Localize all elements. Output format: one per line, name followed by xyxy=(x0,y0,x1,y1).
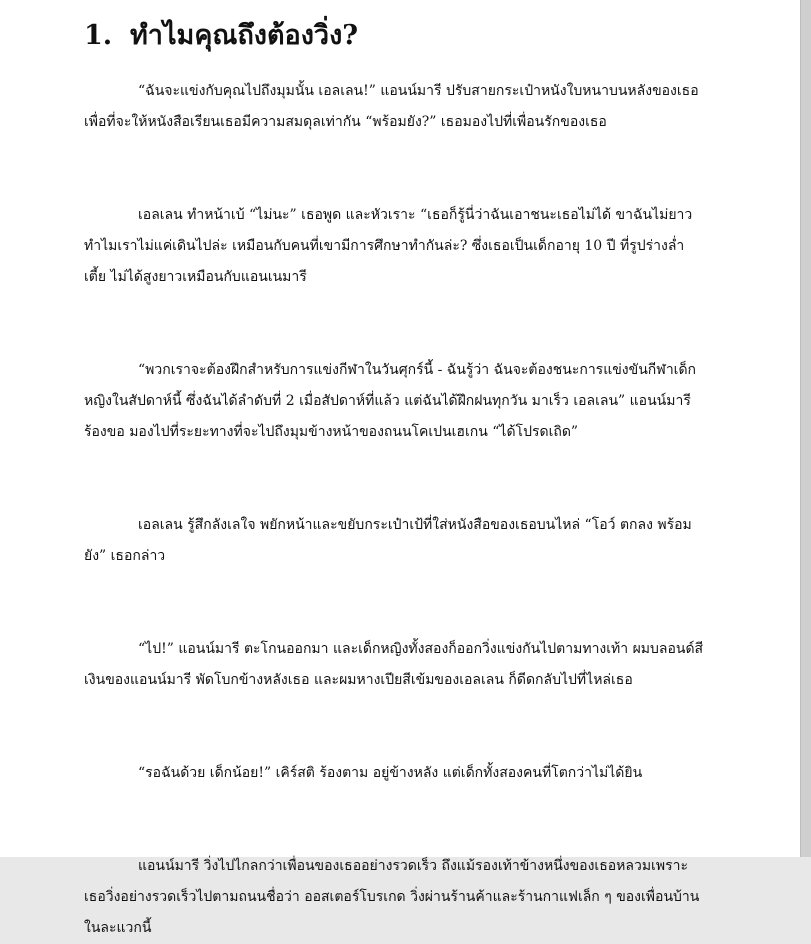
paragraph: “รอฉันด้วย เด็กน้อย!” เคิร์สติ ร้องตาม อยู่ข้างหลัง แต่เด็กทั้งสองคนที่โตกว่าไม่ได้ยิน xyxy=(138,765,643,781)
paragraph: “พวกเราจะต้องฝึกสำหรับการแข่งกีฬาในวันศุกร์นี้ - ฉันรู้ว่า ฉันจะต้องชนะการแข่งขันกีฬาเด็กหญิงในสัปดาห์นี้ ซึ่งฉันได้ลำดับที่ 2 เมื่อสัปดาห์ที่แล้ว แต่ฉันได้ฝึกฝนทุกวัน มาเร็ว เอลเลน” แอนน์มารี ร้องขอ มองไปที่ระยะทางที่จะไปถึงมุมข้างหน้าของถนนโคเปนเฮเกน “ได้โปรดเถิด” xyxy=(84,362,697,440)
page-edge xyxy=(800,0,811,857)
paragraph: “ฉันจะแข่งกับคุณไปถึงมุมนั้น เอลเลน!” แอนน์มารี ปรับสายกระเป๋าหนังใบหนาบนหลังของเธอเพื่อที่จะให้หนังสือเรียนเธอมีความสมดุลเท่ากัน “พร้อมยัง?” เธอมองไปที่เพื่อนรักของเธอ xyxy=(84,83,699,130)
paragraph: “ไป!” แอนน์มารี ตะโกนออกมา และเด็กหญิงทั้งสองก็ออกวิ่งแข่งกันไปตามทางเท้า ผมบลอนด์สีเงินของแอนน์มารี พัดโบกข้างหลังเธอ และผมหางเปียสีเข้มของเอลเลน ก็ดีดกลับไปที่ไหล่เธอ xyxy=(84,641,704,688)
paragraph: เอลเลน ทำหน้าเบ้ “ไม่นะ” เธอพูด และหัวเราะ “เธอก็รู้นี่ว่าฉันเอาชนะเธอไม่ได้ ขาฉันไม่ยาว ทำไมเราไม่แค่เดินไปล่ะ เหมือนกับคนที่เขามีการศึกษาทำกันล่ะ? ซึ่งเธอเป็นเด็กอายุ 10 ปี ที่รูปร่างล่ำเตี้ย ไม่ได้สูงยาวเหมือนกับแอนเนมารี xyxy=(84,207,693,285)
paragraph: เอลเลน รู้สึกลังเลใจ พยักหน้าและขยับกระเป๋าเป้ที่ใส่หนังสือของเธอบนไหล่ “โอว์ ตกลง พร้อมยัง” เธอกล่าว xyxy=(84,517,692,564)
chapter-heading xyxy=(84,18,704,54)
chapter-title: ทำไมคุณถึงต้องวิ่ง? xyxy=(130,20,359,51)
chapter-number: 1. xyxy=(84,20,113,51)
paragraph: แอนน์มารี วิ่งไปไกลกว่าเพื่อนของเธออย่างรวดเร็ว ถึงแม้รองเท้าข้างหนึ่งของเธอหลวมเพราะเธอวิ่งอย่างรวดเร็วไปตามถนนชื่อว่า ออสเตอร์โบรเกด วิ่งผ่านร้านค้าและร้านกาแฟเล็ก ๆ ของเพื่อนบ้านในละแวกนี้ xyxy=(84,858,700,936)
